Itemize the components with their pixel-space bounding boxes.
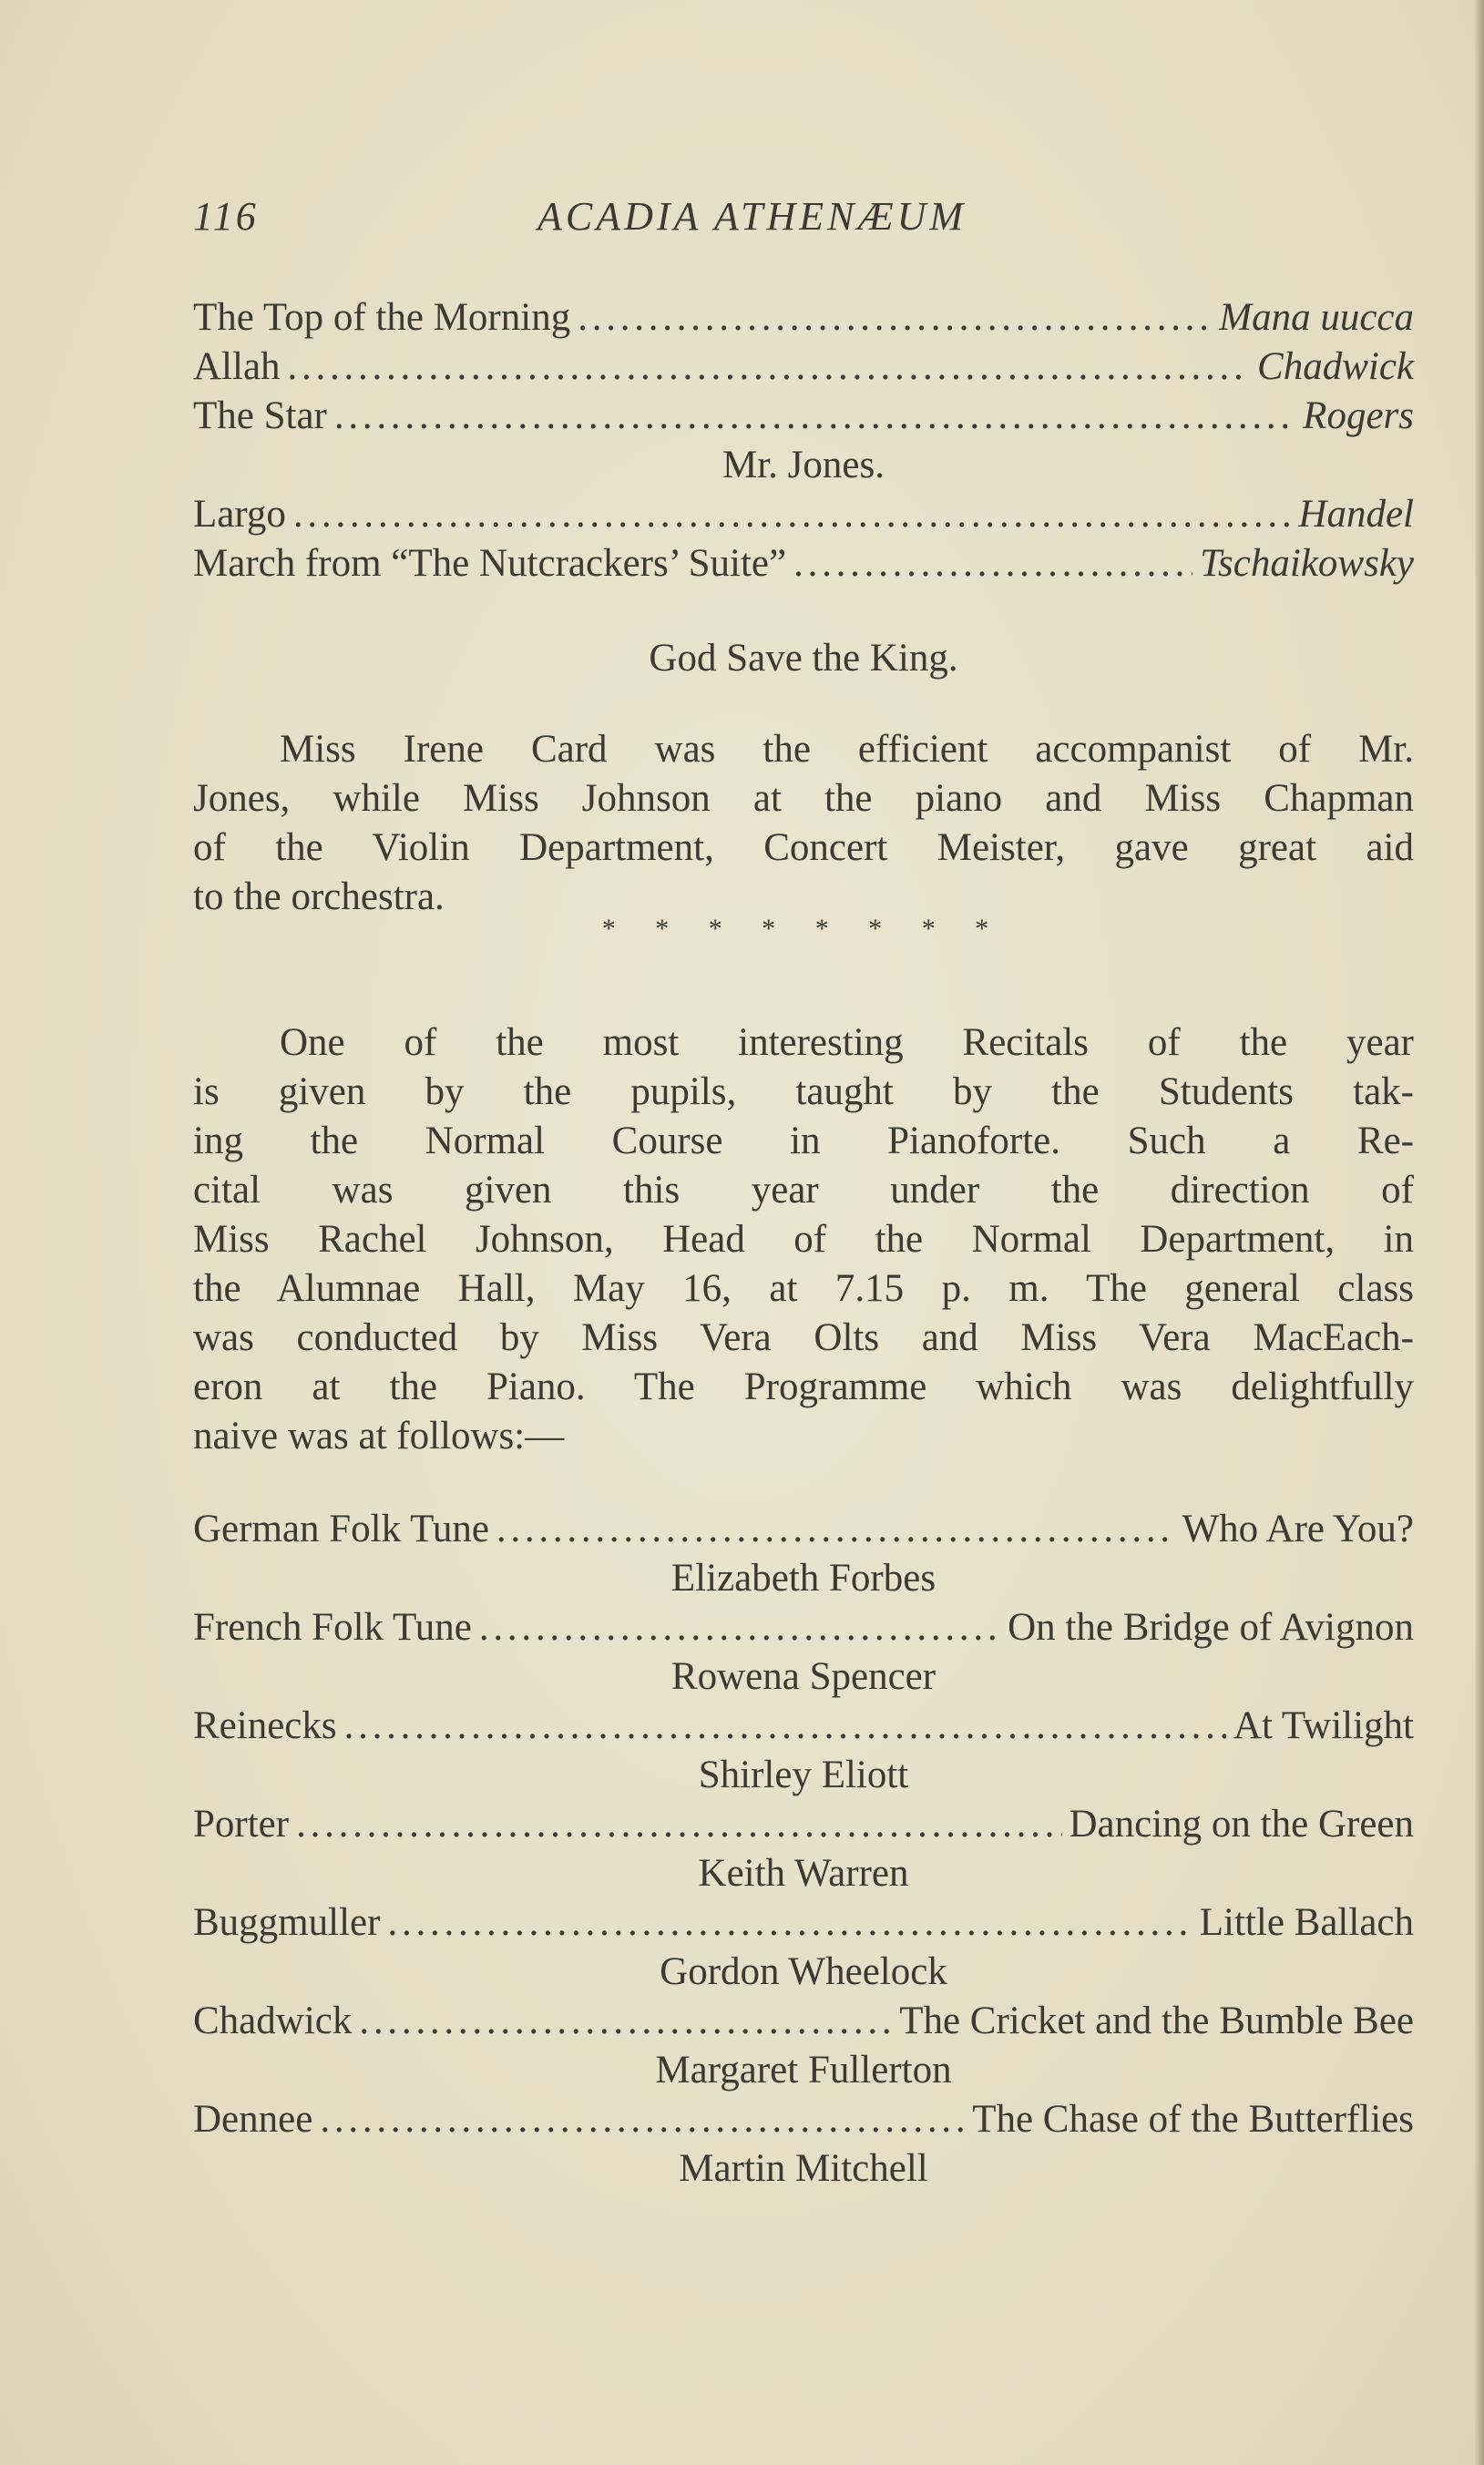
program-line: [193, 539, 1414, 588]
leader-dots: [296, 1800, 1061, 1849]
program-line: [193, 293, 1414, 343]
running-header: [193, 193, 1414, 248]
program-composer: Chadwick: [1257, 345, 1414, 388]
paragraph-line: naive was at follows:—: [193, 1415, 565, 1458]
recital-composer: Dennee: [193, 2098, 313, 2141]
program-line: [193, 392, 1414, 441]
recital-item: [193, 1505, 1414, 1554]
recital-item: [193, 1800, 1414, 1849]
program-title: March from “The Nutcrackers’ Suite”: [193, 542, 787, 585]
program-line: [193, 343, 1414, 392]
recital-composer: Chadwick: [193, 2000, 353, 2042]
recital-performer: Margaret Fullerton: [655, 2049, 952, 2092]
recital-piece: Dancing on the Green: [1069, 1803, 1414, 1846]
recital-performer: Gordon Wheelock: [660, 1950, 947, 1993]
paragraph-line: Jones, while Miss Johnson at the piano and Miss Chapman: [193, 777, 1414, 820]
paragraph-line: Miss Irene Card was the efficient accompanist of Mr.: [280, 728, 1414, 771]
recital-piece: The Chase of the Butterflies: [972, 2098, 1414, 2141]
program-title: Largo: [193, 493, 286, 536]
recital-composer: Reinecks: [193, 1704, 337, 1747]
recital-performer: Elizabeth Forbes: [670, 1557, 936, 1600]
recital-paragraph: [193, 1018, 1414, 1461]
recital-item: [193, 1898, 1414, 1948]
recital-piece: The Cricket and the Bumble Bee: [899, 2000, 1414, 2042]
paragraph-line: cital was given this year under the direction of: [193, 1169, 1414, 1212]
recital-composer: Buggmuller: [193, 1901, 381, 1944]
accompanist-paragraph: [193, 725, 1414, 922]
program-composer: Handel: [1298, 493, 1414, 536]
program-title: The Star: [193, 394, 327, 437]
paragraph-line: to the orchestra.: [193, 875, 445, 918]
recital-item: [193, 1997, 1414, 2046]
recital-piece: Little Ballach: [1199, 1901, 1414, 1944]
leader-dots: [320, 2095, 965, 2144]
recital-piece: At Twilight: [1233, 1704, 1414, 1747]
anthem-line: God Save the King.: [649, 637, 958, 680]
paragraph-line: was conducted by Miss Vera Olts and Miss Vera MacEach-: [193, 1316, 1414, 1359]
page-edge: [1475, 0, 1484, 2465]
paragraph-line: eron at the Piano. The Programme which was delightfully: [193, 1365, 1414, 1408]
page-number: 116: [193, 194, 259, 239]
paragraph-line: the Alumnae Hall, May 16, at 7.15 p. m. The general class: [193, 1267, 1414, 1310]
recital-item: [193, 1603, 1414, 1652]
recital-composer: French Folk Tune: [193, 1606, 472, 1649]
program-composer: Tschaikowsky: [1200, 542, 1414, 585]
recital-composer: Porter: [193, 1803, 290, 1846]
recital-performer: Keith Warren: [698, 1852, 909, 1895]
leader-dots: [293, 490, 1292, 539]
performer-credit: Mr. Jones.: [722, 444, 885, 486]
recital-composer: German Folk Tune: [193, 1508, 489, 1550]
paragraph-line: One of the most interesting Recitals of the year: [280, 1021, 1414, 1064]
recital-item: [193, 1702, 1414, 1751]
running-title: ACADIA ATHENÆUM: [537, 194, 967, 239]
leader-dots: [479, 1603, 1000, 1652]
recital-performer: Martin Mitchell: [679, 2147, 928, 2190]
program-line: [193, 490, 1414, 539]
paragraph-line: ing the Normal Course in Pianoforte. Such a Re-: [193, 1120, 1414, 1162]
program-title: Allah: [193, 345, 281, 388]
program-composer: Mana uucca: [1219, 296, 1414, 339]
paragraph-line: of the Violin Department, Concert Meister, gave great aid: [193, 826, 1414, 869]
leader-dots: [359, 1997, 892, 2046]
leader-dots: [496, 1505, 1175, 1554]
paragraph-line: is given by the pupils, taught by the Students tak-: [193, 1070, 1414, 1113]
leader-dots: [578, 293, 1212, 343]
leader-dots: [344, 1702, 1226, 1751]
leader-dots: [793, 539, 1192, 588]
leader-dots: [334, 392, 1295, 441]
program-title: The Top of the Morning: [193, 296, 571, 339]
paragraph-line: Miss Rachel Johnson, Head of the Normal Department, in: [193, 1218, 1414, 1261]
recital-item: [193, 2095, 1414, 2144]
recital-piece: Who Are You?: [1182, 1508, 1414, 1550]
section-separator: * * * * * * * *: [601, 914, 1006, 944]
recital-performer: Rowena Spencer: [670, 1655, 936, 1698]
recital-piece: On the Bridge of Avignon: [1008, 1606, 1414, 1649]
leader-dots: [387, 1898, 1192, 1948]
leader-dots: [288, 343, 1250, 392]
program-composer: Rogers: [1303, 394, 1414, 437]
recital-performer: Shirley Eliott: [698, 1754, 909, 1796]
